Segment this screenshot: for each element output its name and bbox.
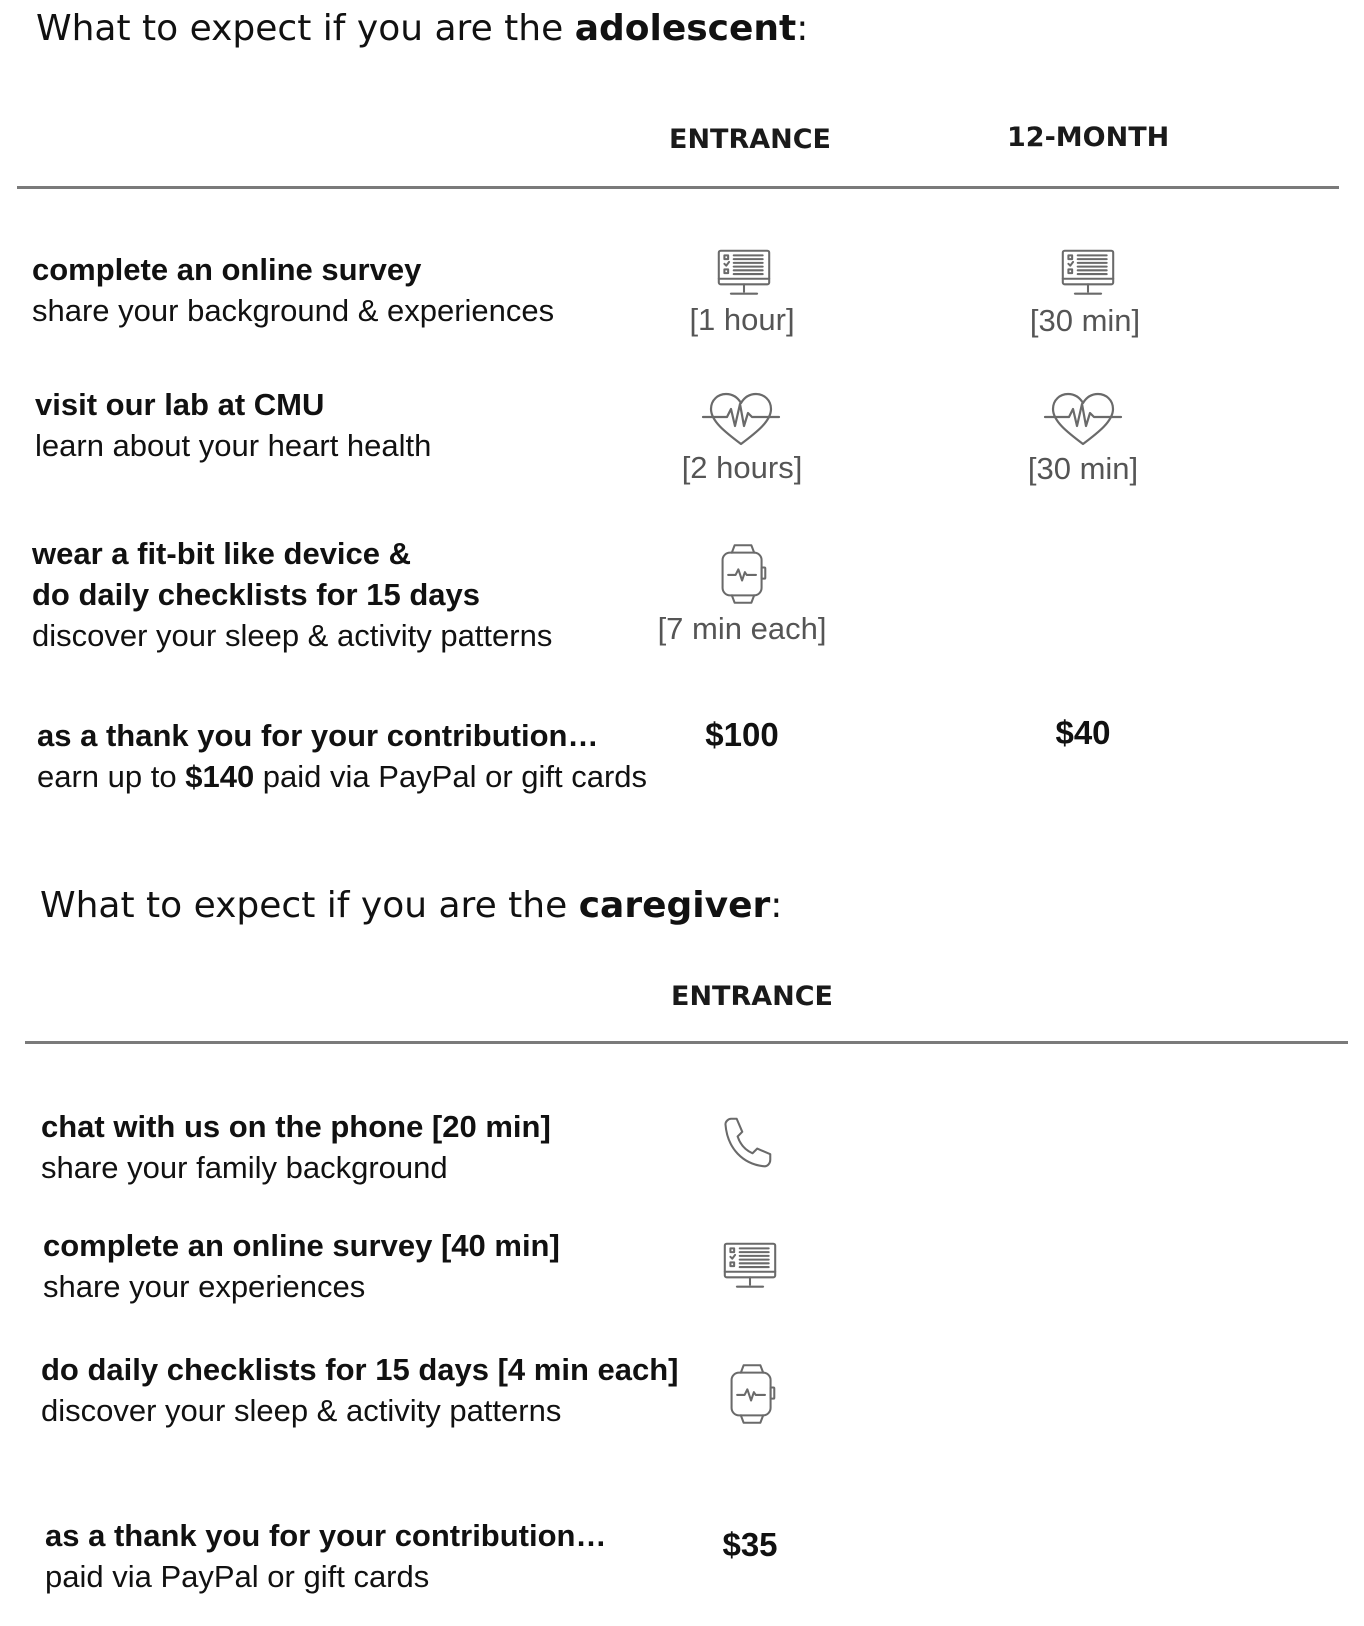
reward-subtitle: paid via PayPal or gift cards xyxy=(45,1559,430,1594)
caregiver-heading: What to expect if you are the caregiver: xyxy=(40,885,783,926)
heart-pulse-icon xyxy=(1043,390,1123,450)
column-header-12-month: 12-MONTH xyxy=(1007,122,1170,153)
activity-title: chat with us on the phone [20 min] xyxy=(41,1109,551,1144)
computer-survey-icon xyxy=(716,247,772,303)
caregiver-reward xyxy=(45,1515,606,1597)
duration-12-month: [30 min] xyxy=(1029,303,1141,338)
reward-12-month: $40 xyxy=(1055,714,1111,751)
activity-title: do daily checklists for 15 days [4 min each] xyxy=(41,1352,679,1387)
activity-subtitle: learn about your heart health xyxy=(35,428,432,463)
duration-entrance: [1 hour] xyxy=(689,302,795,337)
duration-entrance: [2 hours] xyxy=(681,450,803,485)
smartwatch-icon xyxy=(717,542,769,606)
computer-survey-icon xyxy=(722,1240,778,1296)
column-header-entrance: ENTRANCE xyxy=(669,124,831,155)
adolescent-reward xyxy=(37,715,647,797)
activity-wearable xyxy=(32,533,552,656)
reward-title: as a thank you for your contribution… xyxy=(37,718,599,753)
activity-subtitle: share your background & experiences xyxy=(32,293,555,328)
activity-subtitle: discover your sleep & activity patterns xyxy=(32,618,553,653)
activity-subtitle: discover your sleep & activity patterns xyxy=(41,1393,562,1428)
adolescent-heading: What to expect if you are the adolescent: xyxy=(36,8,809,49)
column-header-entrance: ENTRANCE xyxy=(671,981,833,1012)
activity-title: complete an online survey [40 min] xyxy=(43,1228,560,1263)
reward-title: as a thank you for your contribution… xyxy=(45,1518,607,1553)
activity-title-line-1: wear a fit-bit like device & xyxy=(32,536,412,571)
duration-entrance: [7 min each] xyxy=(657,611,827,646)
activity-title: complete an online survey xyxy=(32,252,422,287)
activity-daily-checklists xyxy=(41,1349,678,1431)
reward-subtitle: earn up to $140 paid via PayPal or gift cards xyxy=(37,759,648,794)
phone-icon xyxy=(718,1115,774,1171)
smartwatch-icon xyxy=(726,1362,778,1426)
heart-pulse-icon xyxy=(701,390,781,450)
duration-12-month: [30 min] xyxy=(1027,451,1139,486)
activity-subtitle: share your family background xyxy=(41,1150,448,1185)
header-divider xyxy=(17,186,1339,189)
activity-online-survey xyxy=(32,249,554,331)
activity-title: visit our lab at CMU xyxy=(35,387,325,422)
computer-survey-icon xyxy=(1060,247,1116,303)
activity-phone-chat xyxy=(41,1106,551,1188)
reward-entrance: $35 xyxy=(722,1526,778,1563)
reward-total: $140 xyxy=(185,759,255,794)
activity-subtitle: share your experiences xyxy=(43,1269,366,1304)
header-divider xyxy=(25,1041,1348,1044)
activity-lab-visit xyxy=(35,384,431,466)
activity-online-survey xyxy=(43,1225,560,1307)
reward-entrance: $100 xyxy=(705,716,779,753)
activity-title-line-2: do daily checklists for 15 days xyxy=(32,577,480,612)
